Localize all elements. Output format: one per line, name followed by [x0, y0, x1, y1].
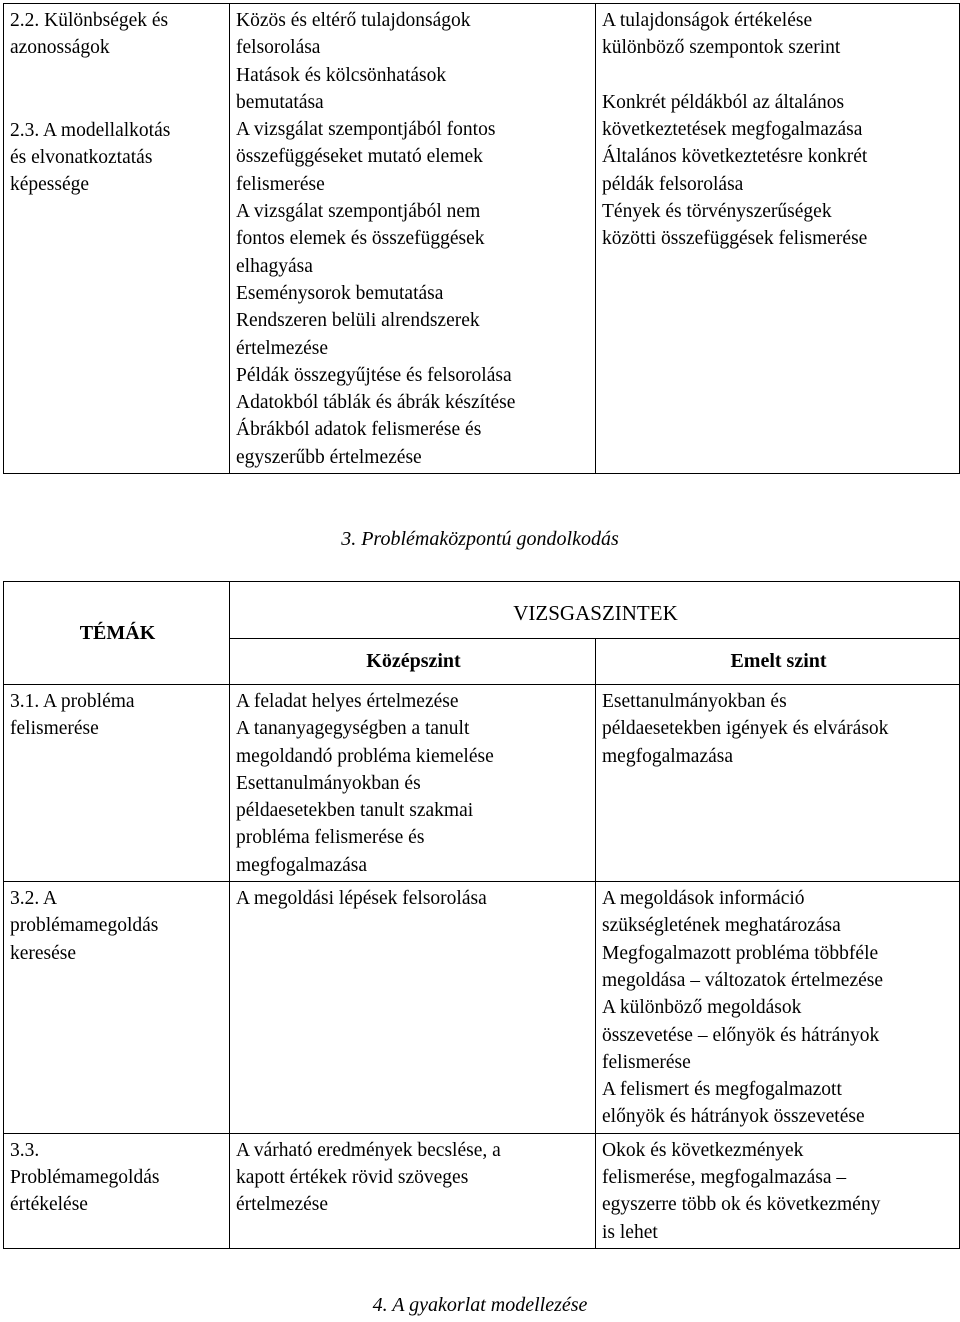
text-line: Eseménysorok bemutatása: [236, 282, 444, 304]
emelt-szint-cell: [596, 882, 960, 1134]
text-line: A tulajdonságok értékelése: [602, 10, 813, 31]
text-line: egyszerűbb értelmezése: [236, 446, 422, 468]
section-heading: 3. Problémaközpontú gondolkodás: [341, 528, 619, 550]
text-line: Ábrákból adatok felismerése és: [236, 419, 482, 441]
text-line: keresése: [10, 942, 77, 964]
kozepszint-cell: [230, 685, 596, 882]
kozepszint-header: Középszint: [230, 639, 596, 685]
text-line: A megoldások információ: [602, 888, 805, 910]
text-line: példaesetekben igények és elvárások: [602, 718, 889, 740]
text-line: Általános következtetésre konkrét: [602, 146, 868, 168]
text-line: felismerése: [10, 718, 99, 740]
text-line: 3.3.: [10, 1139, 40, 1161]
emelt-szint-cell: [596, 685, 960, 882]
text-line: azonosságok: [10, 37, 110, 59]
text-line: előnyök és hátrányok összevetése: [602, 1106, 865, 1128]
text-line: 3.2. A: [10, 888, 58, 910]
text-line: bemutatása: [236, 91, 324, 113]
text-line: Esettanulmányokban és: [602, 691, 787, 712]
text-line: szükségletének meghatározása: [602, 915, 841, 937]
table-row: [4, 882, 960, 1134]
text-line: következtetések megfogalmazása: [602, 119, 863, 141]
kozepszint-cell: [230, 4, 596, 474]
text-line: 2.3. A modellalkotás: [10, 119, 171, 141]
text-line: példák felsorolása: [602, 173, 744, 195]
text-line: példaesetekben tanult szakmai: [236, 800, 474, 822]
topic-cell: [4, 685, 230, 882]
text-line: problémamegoldás: [10, 915, 159, 937]
text-line: probléma felismerése és: [236, 827, 425, 849]
text-line: közötti összefüggések felismerése: [602, 228, 868, 250]
temak-header: TÉMÁK: [4, 582, 230, 685]
topic-block-1: [10, 7, 225, 62]
text-line: A feladat helyes értelmezése: [236, 691, 459, 712]
text-line: Példák összegyűjtése és felsorolása: [236, 364, 512, 386]
text-line: felismerése: [236, 173, 325, 195]
text-line: A várható eredmények becslése, a: [236, 1139, 501, 1161]
text-line: értelmezése: [236, 1194, 329, 1216]
text-line: Okok és következmények: [602, 1139, 804, 1161]
header-row: [4, 582, 960, 639]
topic-cell: [4, 1133, 230, 1248]
text-line: A tananyagegységben a tanult: [236, 718, 470, 740]
text-line: Megfogalmazott probléma többféle: [602, 942, 879, 964]
text-line: értelmezése: [236, 337, 329, 359]
topic-block-2: [10, 117, 225, 199]
text-line: A megoldási lépések felsorolása: [236, 888, 487, 910]
text-line: és elvonatkoztatás: [10, 146, 153, 168]
text-line: megoldása – változatok értelmezése: [602, 969, 883, 991]
text-line: A vizsgálat szempontjából fontos: [236, 119, 496, 141]
text-line: A vizsgálat szempontjából nem: [236, 201, 481, 223]
text-line: értékelése: [10, 1194, 88, 1216]
kozepszint-cell: [230, 882, 596, 1134]
kozepszint-cell: [230, 1133, 596, 1248]
text-line: képessége: [10, 174, 90, 196]
text-line: Rendszeren belüli alrendszerek: [236, 310, 480, 332]
text-line: összevetése – előnyök és hátrányok: [602, 1024, 880, 1046]
top-table: [3, 3, 960, 474]
text-line: Hatások és kölcsönhatások: [236, 64, 447, 86]
text-line: A felismert és megfogalmazott: [602, 1079, 842, 1101]
emelt-szint-cell: [596, 1133, 960, 1248]
table-row: [4, 4, 960, 474]
text-line: fontos elemek és összefüggések: [236, 228, 485, 250]
emelt-szint-header: Emelt szint: [596, 639, 960, 685]
text-line: 3.1. A probléma: [10, 691, 135, 712]
text-line: egyszerre több ok és következmény: [602, 1194, 881, 1216]
text-line: felsorolása: [236, 37, 321, 59]
text-line: megfogalmazása: [236, 854, 368, 876]
text-line: Esettanulmányokban és: [236, 772, 421, 794]
text-line: Problémamegoldás: [10, 1167, 160, 1189]
text-line: felismerése: [602, 1051, 691, 1073]
topic-cell: [4, 882, 230, 1134]
text-line: Konkrét példákból az általános: [602, 91, 845, 113]
text-line: [602, 62, 955, 89]
levels-table: [3, 581, 960, 1249]
section-heading: 4. A gyakorlat modellezése: [372, 1294, 588, 1316]
text-line: 2.2. Különbségek és: [10, 10, 169, 31]
topic-cell: [4, 4, 230, 474]
table-row: [4, 685, 960, 882]
text-line: különböző szempontok szerint: [602, 37, 841, 59]
emelt-szint-cell: [596, 4, 960, 474]
text-line: Adatokból táblák és ábrák készítése: [236, 392, 516, 414]
text-line: megfogalmazása: [602, 745, 734, 767]
text-line: A különböző megoldások: [602, 997, 802, 1019]
text-line: összefüggéseket mutató elemek: [236, 146, 483, 168]
text-line: is lehet: [602, 1221, 658, 1243]
text-line: elhagyása: [236, 255, 313, 277]
text-line: Közös és eltérő tulajdonságok: [236, 10, 471, 31]
table-row: [4, 1133, 960, 1248]
text-line: megoldandó probléma kiemelése: [236, 745, 494, 767]
text-line: kapott értékek rövid szöveges: [236, 1167, 469, 1189]
text-line: felismerése, megfogalmazása –: [602, 1167, 847, 1189]
vizsgaszintek-header: VIZSGASZINTEK: [230, 582, 960, 639]
text-line: Tények és törvényszerűségek: [602, 201, 832, 223]
